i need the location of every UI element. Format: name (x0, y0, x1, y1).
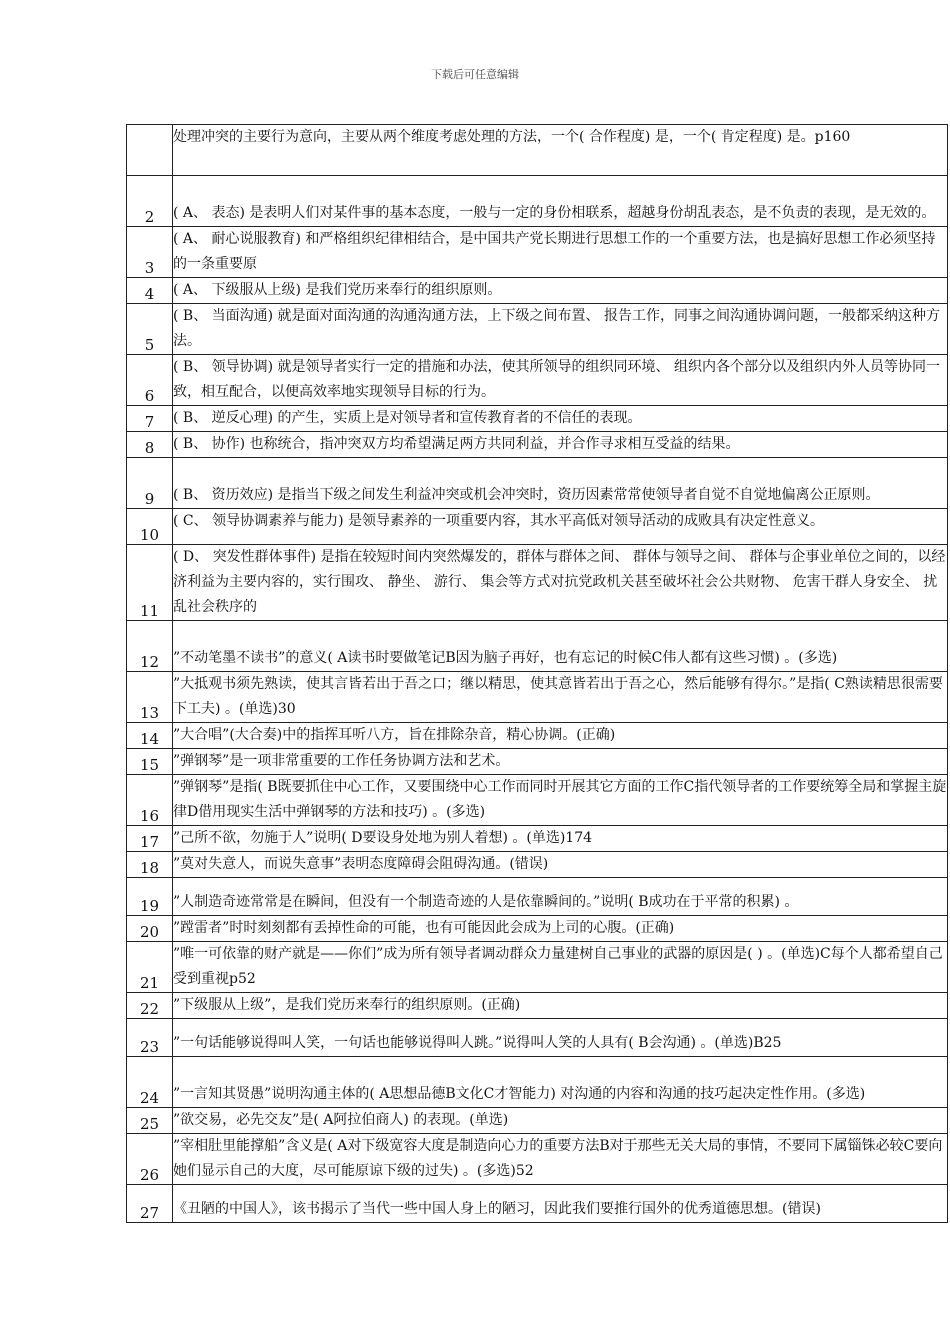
row-number: 19 (127, 878, 173, 916)
row-number: 11 (127, 545, 173, 621)
row-number: 21 (127, 942, 173, 993)
row-number: 4 (127, 278, 173, 304)
row-text: ”弹钢琴”是指( B既要抓住中心工作，又要围绕中心工作而同时开展其它方面的工作C指代领导者的工作要统筹全局和掌握主旋律D借用现实生活中弹钢琴的方法和技巧) 。(多选) (173, 775, 948, 826)
row-number: 10 (127, 509, 173, 545)
row-number: 2 (127, 176, 173, 227)
row-text: ”一言知其贤愚”说明沟通主体的( A思想品德B文化C才智能力) 对沟通的内容和沟通的技巧起决定性作用。(多选) (173, 1057, 948, 1108)
row-number: 6 (127, 355, 173, 406)
row-text: ( B、 资历效应) 是指当下级之间发生利益冲突或机会冲突时，资历因素常常使领导者自觉不自觉地偏离公正原则。 (173, 458, 948, 509)
row-text: ( B、 当面沟通) 就是面对面沟通的沟通沟通方法，上下级之间布置、 报告工作，同事之间沟通协调问题，一般都采纳这种方法。 (173, 304, 948, 355)
row-text: ( A、 表态) 是表明人们对某件事的基本态度，一般与一定的身份相联系，超越身份胡乱表态，是不负责的表现，是无效的。 (173, 176, 948, 227)
table-row (127, 942, 948, 993)
row-number: 7 (127, 406, 173, 432)
row-text: ( C、 领导协调素养与能力) 是领导素养的一项重要内容，其水平高低对领导活动的成败具有决定性意义。 (173, 509, 948, 545)
table-row (127, 852, 948, 878)
table-row (127, 672, 948, 723)
row-number: 22 (127, 993, 173, 1019)
table-row (127, 1019, 948, 1057)
table-row (127, 278, 948, 304)
row-text: ”唯一可依靠的财产就是——你们”成为所有领导者调动群众力量建树自己事业的武器的原因是( ) 。(单选)C每个人都希望自己受到重视p52 (173, 942, 948, 993)
table-row (127, 355, 948, 406)
row-number: 17 (127, 826, 173, 852)
row-text: ( B、 协作) 也称统合，指冲突双方均希望满足两方共同利益，并合作寻求相互受益的结果。 (173, 432, 948, 458)
page-header: 下载后可任意编辑 (431, 68, 519, 81)
row-number: 8 (127, 432, 173, 458)
table-row (127, 176, 948, 227)
row-number: 18 (127, 852, 173, 878)
row-number: 27 (127, 1185, 173, 1223)
row-number: 15 (127, 749, 173, 775)
row-text: 《丑陋的中国人》，该书揭示了当代一些中国人身上的陋习，因此我们要推行国外的优秀道德思想。(错误) (173, 1185, 948, 1223)
row-number: 12 (127, 621, 173, 672)
row-number: 26 (127, 1134, 173, 1185)
row-number: 16 (127, 775, 173, 826)
table-row (127, 621, 948, 672)
row-number (127, 125, 173, 176)
row-text: ( B、 领导协调) 就是领导者实行一定的措施和办法，使其所领导的组织同环境、 组织内各个部分以及组织内外人员等协同一致，相互配合，以便高效率地实现领导目标的行为。 (173, 355, 948, 406)
table-row (127, 1057, 948, 1108)
table-row (127, 826, 948, 852)
row-text: ”蹚雷者”时时刻刻都有丢掉性命的可能，也有可能因此会成为上司的心腹。(正确) (173, 916, 948, 942)
table-row (127, 304, 948, 355)
table-row (127, 458, 948, 509)
row-text: ”下级服从上级”，是我们党历来奉行的组织原则。(正确) (173, 993, 948, 1019)
table-row (127, 509, 948, 545)
table-row (127, 406, 948, 432)
table-row (127, 125, 948, 176)
table-row (127, 749, 948, 775)
row-text: ”一句话能够说得叫人笑，一句话也能够说得叫人跳。”说得叫人笑的人具有( B会沟通) 。(单选)B25 (173, 1019, 948, 1057)
row-text: 处理冲突的主要行为意向，主要从两个维度考虑处理的方法，一个( 合作程度) 是，一个( 肯定程度) 是。p160 (173, 125, 948, 176)
row-number: 25 (127, 1108, 173, 1134)
table-row (127, 993, 948, 1019)
row-text: ”莫对失意人，而说失意事”表明态度障碍会阻碍沟通。(错误) (173, 852, 948, 878)
row-text: ”大抵观书须先熟读，使其言皆若出于吾之口；继以精思，使其意皆若出于吾之心，然后能够有得尔。”是指( C熟读精思很需要下工夫) 。(单选)30 (173, 672, 948, 723)
question-table (126, 124, 948, 1223)
table-row (127, 1185, 948, 1223)
row-text: ”宰相肚里能撑船”含义是( A对下级宽容大度是制造向心力的重要方法B对于那些无关大局的事情，不要同下属锱铢必较C要向她们显示自己的大度，尽可能原谅下级的过失) 。(多选)52 (173, 1134, 948, 1185)
row-text: ”大合唱”(大合奏)中的指挥耳听八方，旨在排除杂音，精心协调。(正确) (173, 723, 948, 749)
table-row (127, 432, 948, 458)
table-row (127, 1108, 948, 1134)
row-number: 14 (127, 723, 173, 749)
row-number: 9 (127, 458, 173, 509)
table-row (127, 916, 948, 942)
table-row (127, 723, 948, 749)
table-row (127, 227, 948, 278)
row-number: 24 (127, 1057, 173, 1108)
table-row (127, 775, 948, 826)
row-text: ”不动笔墨不读书”的意义( A读书时要做笔记B因为脑子再好，也有忘记的时候C伟人都有这些习惯) 。(多选) (173, 621, 948, 672)
row-text: ”人制造奇迹常常是在瞬间，但没有一个制造奇迹的人是依靠瞬间的。”说明( B成功在于平常的积累) 。 (173, 878, 948, 916)
row-text: ( B、 逆反心理) 的产生，实质上是对领导者和宣传教育者的不信任的表现。 (173, 406, 948, 432)
row-text: ”弹钢琴”是一项非常重要的工作任务协调方法和艺术。 (173, 749, 948, 775)
row-text: ( D、 突发性群体事件) 是指在较短时间内突然爆发的，群体与群体之间、 群体与领导之间、 群体与企事业单位之间的，以经济利益为主要内容的，实行围攻、 静坐、 游行、 集会等方式对抗党政机关甚至破坏社会公共财物、 危害干群人身安全、 扰乱社会秩序的 (173, 545, 948, 621)
table-row (127, 878, 948, 916)
row-number: 23 (127, 1019, 173, 1057)
table-row (127, 1134, 948, 1185)
row-text: ( A、 下级服从上级) 是我们党历来奉行的组织原则。 (173, 278, 948, 304)
row-number: 3 (127, 227, 173, 278)
row-number: 20 (127, 916, 173, 942)
row-text: ”欲交易，必先交友”是( A阿拉伯商人) 的表现。(单选) (173, 1108, 948, 1134)
table-row (127, 545, 948, 621)
row-text: ( A、 耐心说服教育) 和严格组织纪律相结合，是中国共产党长期进行思想工作的一个重要方法，也是搞好思想工作必须坚持的一条重要原 (173, 227, 948, 278)
row-text: ”己所不欲，勿施于人”说明( D要设身处地为别人着想) 。(单选)174 (173, 826, 948, 852)
row-number: 13 (127, 672, 173, 723)
row-number: 5 (127, 304, 173, 355)
